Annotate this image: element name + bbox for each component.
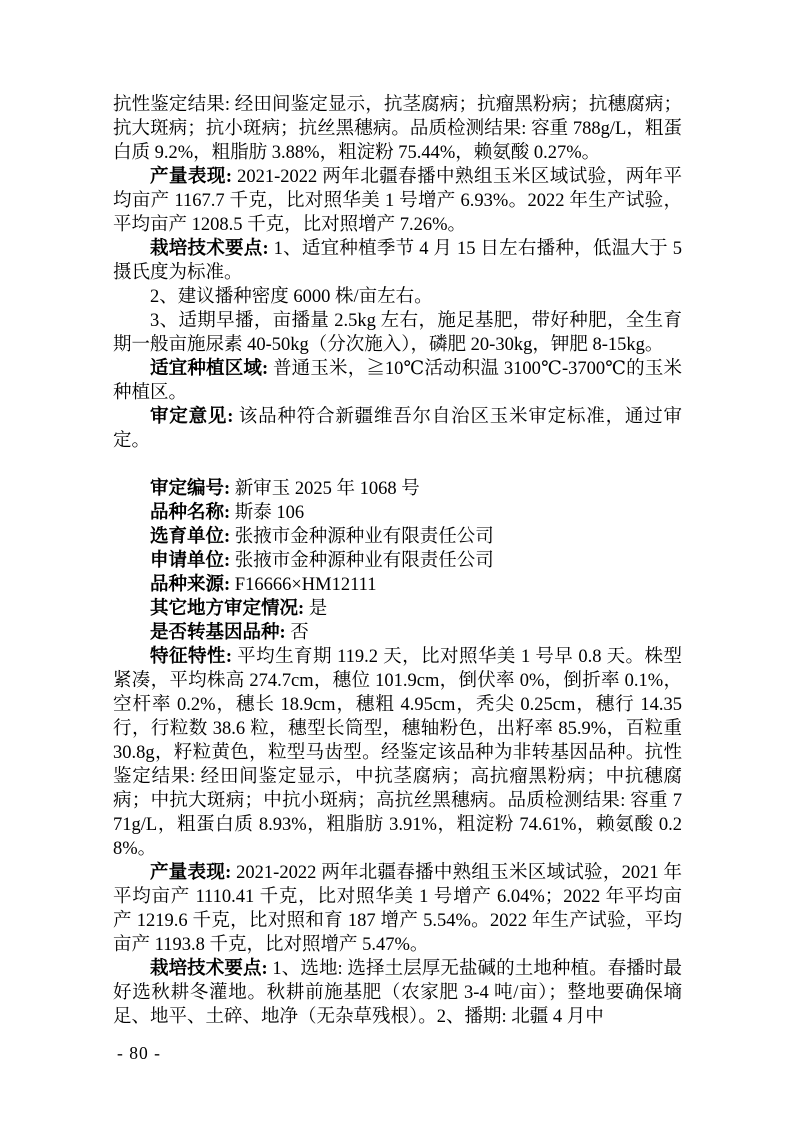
field-variety-origin-label: 品种来源: [150, 575, 231, 595]
paragraph-cultivation-points-label: 栽培技术要点: [150, 959, 268, 979]
paragraph-cultivation-point-1-text: 1、适宜种植季节 4 月 15 日左右播种，低温大于 5 摄氏度为标准。 [113, 239, 682, 283]
field-applicant-unit-text: 张掖市金种源种业有限责任公司 [230, 551, 494, 571]
field-transgenic-status-text: 否 [285, 623, 309, 643]
field-applicant-unit-label: 申请单位: [150, 551, 231, 571]
field-breeding-unit [113, 525, 682, 549]
paragraph-suitable-planting-area [113, 357, 682, 405]
field-other-region-certification-text: 是 [304, 599, 328, 619]
paragraph-cultivation-point-3-text: 3、适期早播，亩播量 2.5kg 左右，施足基肥，带好种肥，全生育期一般亩施尿素 40-50kg（分次施入），磷肥 20-30kg，钾肥 8-15kg。 [113, 311, 682, 355]
field-variety-name-label: 品种名称: [150, 503, 231, 523]
paragraph-cultivation-point-1 [113, 237, 682, 285]
field-variety-origin-text: F16666×HM12111 [230, 575, 377, 595]
paragraph-characteristics-label: 特征特性: [150, 647, 233, 667]
field-applicant-unit [113, 549, 682, 573]
field-other-region-certification-label: 其它地方审定情况: [150, 599, 305, 619]
field-transgenic-status [113, 621, 682, 645]
field-breeding-unit-text: 张掖市金种源种业有限责任公司 [230, 527, 494, 547]
paragraph-suitable-planting-area-label: 适宜种植区域: [150, 359, 269, 379]
paragraph-cultivation-point-3 [113, 309, 682, 357]
paragraph-certification-opinion-text: 该品种符合新疆维吾尔自治区玉米审定标准，通过审定。 [113, 407, 682, 451]
page-number: - 80 - [117, 1043, 161, 1063]
paragraph-resistance-quality-results-text: 抗性鉴定结果: 经田间鉴定显示，抗茎腐病；抗瘤黑粉病；抗穗腐病；抗大斑病；抗小斑病；抗丝黑穗病。品质检测结果: 容重 788g/L，粗蛋白质 9.2%，粗脂肪 3.88%，粗淀粉 75.44%，赖氨酸 0.27%。 [113, 95, 682, 163]
paragraph-certification-opinion-label: 审定意见: [150, 407, 234, 427]
field-breeding-unit-label: 选育单位: [150, 527, 231, 547]
paragraph-yield-performance-text: 2021-2022 两年北疆春播中熟组玉米区域试验，2021 年平均亩产 1110.41 千克，比对照华美 1 号增产 6.04%；2022 年平均亩产 1219.6 千克，比对照和育 187 增产 5.54%。2022 年生产试验，平均亩产 1193.8 千克，比对照增产 5.47%。 [113, 863, 682, 955]
paragraph-cultivation-point-2-text: 2、建议播种密度 6000 株/亩左右。 [150, 287, 433, 307]
paragraph-cultivation-points [113, 957, 682, 1029]
paragraph-yield-performance-text: 2021-2022 两年北疆春播中熟组玉米区域试验，两年平均亩产 1167.7 千克，比对照华美 1 号增产 6.93%。2022 年生产试验，平均亩产 1208.5 千克，比对照增产 7.26%。 [113, 167, 682, 235]
paragraph-characteristics-text: 平均生育期 119.2 天，比对照华美 1 号早 0.8 天。株型紧凑，平均株高 274.7cm，穗位 101.9cm，倒伏率 0%，倒折率 0.1%，空杆率 0.2%，穗长 18.9cm，穗粗 4.95cm，秃尖 0.25cm，穗行 14.35 行，行粒数 38.6 粒，穗型长筒型，穗轴粉色，出籽率 85.9%，百粒重 30.8g，籽粒黄色，粒型马齿型。经鉴定该品种为非转基因品种。抗性鉴定结果: 经田间鉴定显示，中抗茎腐病；高抗瘤黑粉病；中抗穗腐病；中抗大斑病；中抗小斑病；高抗丝黑穗病。品质检测结果: 容重 771g/L，粗蛋白质 8.93%，粗脂肪 3.91%，粗淀粉 74.61%，赖氨酸 0.28%。 [113, 647, 682, 859]
section-variety-sitai-106 [113, 477, 682, 1029]
paragraph-yield-performance [113, 165, 682, 237]
document-body [113, 93, 682, 1029]
paragraph-certification-opinion [113, 405, 682, 453]
paragraph-cultivation-point-1-label: 栽培技术要点: [150, 239, 269, 259]
paragraph-cultivation-points-text: 1、选地: 选择土层厚无盐碱的土地种植。春播时最好选秋耕冬灌地。秋耕前施基肥（农家肥 3-4 吨/亩）；整地要确保墒足、地平、土碎、地净（无杂草残根）。2、播期: 北疆 4 月中 [113, 959, 682, 1027]
section-previous-variety-continuation [113, 93, 682, 453]
paragraph-suitable-planting-area-text: 普通玉米，≧10℃活动积温 3100℃-3700℃的玉米种植区。 [113, 359, 682, 403]
paragraph-cultivation-point-2 [113, 285, 682, 309]
paragraph-resistance-quality-results [113, 93, 682, 165]
paragraph-yield-performance [113, 861, 682, 957]
field-certification-number [113, 477, 682, 501]
paragraph-yield-performance-label: 产量表现: [150, 863, 232, 883]
field-other-region-certification [113, 597, 682, 621]
field-variety-name-text: 斯泰 106 [230, 503, 305, 523]
field-certification-number-label: 审定编号: [150, 479, 231, 499]
field-variety-name [113, 501, 682, 525]
field-certification-number-text: 新审玉 2025 年 1068 号 [230, 479, 420, 499]
field-variety-origin [113, 573, 682, 597]
paragraph-characteristics [113, 645, 682, 861]
paragraph-yield-performance-label: 产量表现: [150, 167, 232, 187]
field-transgenic-status-label: 是否转基因品种: [150, 623, 286, 643]
